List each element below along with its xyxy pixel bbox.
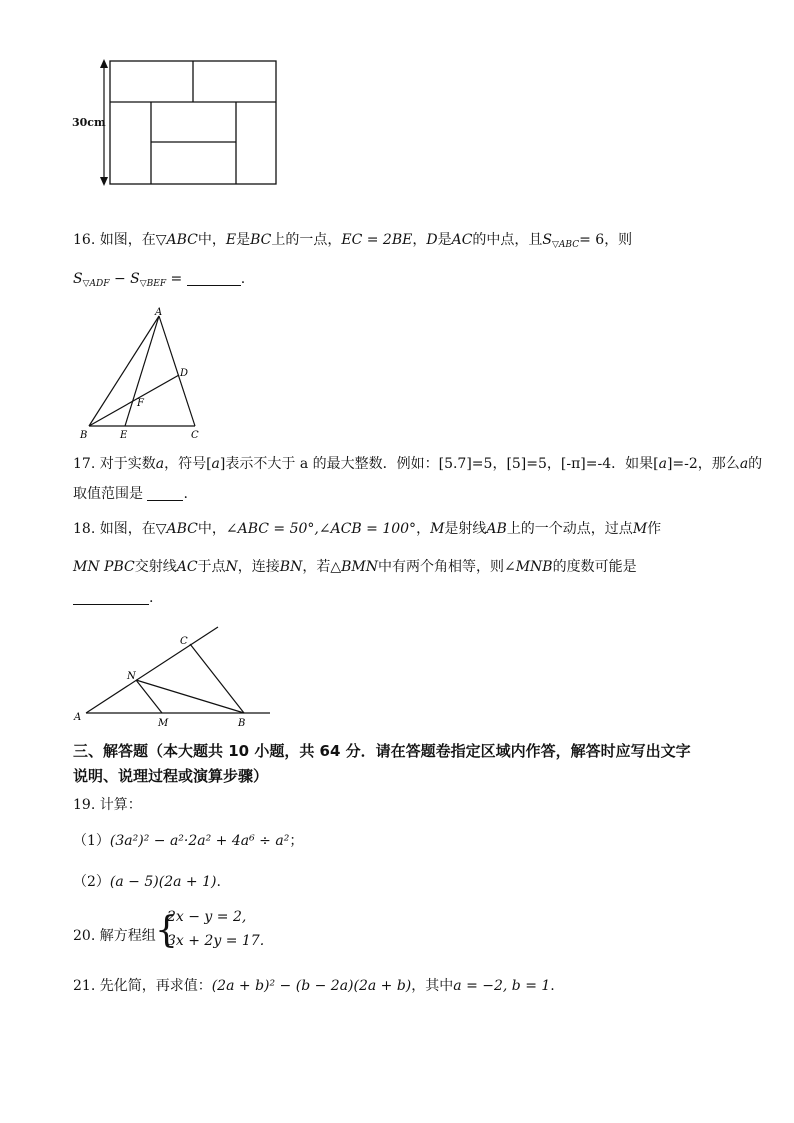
question-16-line1: 16. 如图，在▽ABC中，E是BC上的一点，EC = 2BE，D是AC的中点，且$S_{▽ABC}= 6$，则 xyxy=(73,232,633,250)
label-B: B xyxy=(80,430,88,441)
question-17-line1: 17. 对于实数a，符号[a]表示不大于 a 的最大整数．例如：[5.7]=5，[5]=5，[-π]=-4．如果[a]=-2，那么a的 xyxy=(73,456,763,472)
figure-16-triangle xyxy=(75,305,215,445)
question-19-part1: （1）(3a²)² − a²·2a² + 4a⁶ ÷ a²； xyxy=(73,833,304,849)
question-19-title: 19. 计算： xyxy=(73,797,142,813)
question-18-line2: MN PBC交射线AC于点N，连接BN，若△BMN中有两个角相等，则∠MNB的度数可能是 xyxy=(73,559,637,575)
question-21: 21. 先化简，再求值：(2a + b)² − (b − 2a)(2a + b)，其中a = −2, b = 1. xyxy=(73,978,555,994)
dimension-label: 30cm xyxy=(72,116,106,129)
arrow-head-bottom xyxy=(100,177,108,186)
question-18-line3: . xyxy=(73,590,153,606)
section-3-heading-line1: 三、解答题（本大题共 10 小题，共 64 分．请在答题卷指定区域内作答，解答时应写出文字 xyxy=(73,742,691,760)
label-A: A xyxy=(155,307,163,318)
system-brace: { xyxy=(155,910,178,951)
label-A: A xyxy=(74,712,82,723)
label-F: F xyxy=(137,398,144,409)
question-20-eq2: 3x + 2y = 17. xyxy=(167,933,265,949)
question-18-line1: 18. 如图，在▽ABC中，∠ABC = 50°,∠ACB = 100°，M是射线AB上的一个动点，过点M作 xyxy=(73,521,662,537)
question-16-line2: $S_{▽ADF} - S_{▽BEF}$ = . xyxy=(73,271,246,289)
section-3-heading-line2: 说明、说理过程或演算步骤） xyxy=(73,767,269,785)
question-20-eq1: 2x − y = 2, xyxy=(167,909,247,925)
answer-blank xyxy=(147,486,183,501)
figure-18-triangle xyxy=(70,622,280,732)
question-19-part2: （2）(a − 5)(2a + 1). xyxy=(73,874,221,890)
question-17-line2: 取值范围是 . xyxy=(73,486,188,502)
label-E: E xyxy=(120,430,128,441)
label-M: M xyxy=(158,718,169,729)
arrow-head-top xyxy=(100,59,108,68)
label-C: C xyxy=(180,636,188,647)
label-C: C xyxy=(191,430,199,441)
question-20-prefix: 20. 解方程组 xyxy=(73,928,156,944)
label-D: D xyxy=(180,368,189,379)
answer-blank xyxy=(73,590,149,605)
answer-blank xyxy=(187,271,241,286)
label-B: B xyxy=(238,718,246,729)
label-N: N xyxy=(127,671,136,682)
